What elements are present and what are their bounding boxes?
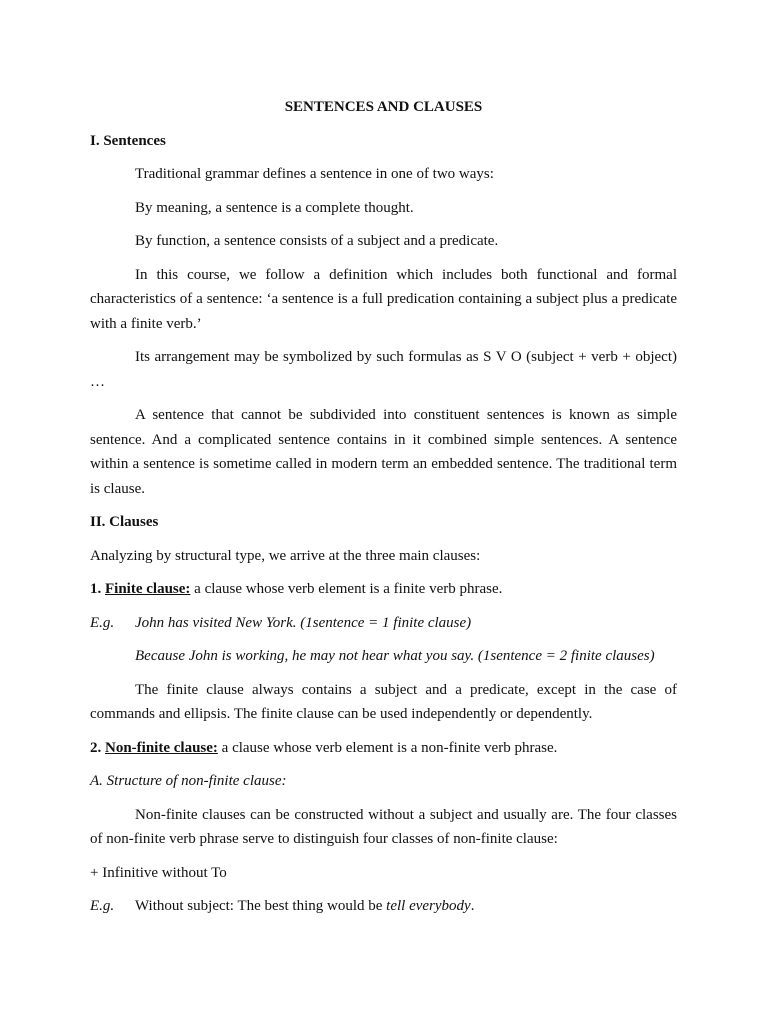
definition-text: a clause whose verb element is a finite verb phrase. bbox=[190, 581, 503, 597]
paragraph: In this course, we follow a definition which includes both functional and formal characteristics of a sentence: ‘a sentence is a full predication containing a subject plus a predicate with a finite verb.’ bbox=[90, 266, 677, 332]
finite-clause-definition bbox=[90, 577, 677, 602]
term-nonfinite-clause: Non-finite clause: bbox=[105, 739, 218, 756]
example-text: Without subject: The best thing would be bbox=[135, 898, 387, 914]
example-label: E.g. bbox=[90, 898, 115, 914]
example-end: . bbox=[470, 898, 475, 914]
example-text: Because John is working, he may not hear what you say. (1sentence = 2 finite clauses) bbox=[135, 648, 655, 664]
nonfinite-clause-definition bbox=[90, 736, 677, 761]
term-finite-clause: Finite clause: bbox=[105, 581, 191, 597]
document-body bbox=[90, 95, 677, 928]
paragraph: Non-finite clauses can be constructed without a subject and usually are. The four classes of non-finite verb phrase serve to distinguish four classes of non-finite clause: bbox=[90, 806, 677, 847]
paragraph: Traditional grammar defines a sentence in one of two ways: bbox=[135, 166, 494, 182]
item-number: 1. bbox=[90, 581, 102, 597]
section-heading-sentences: I. Sentences bbox=[90, 132, 166, 149]
paragraph: Analyzing by structural type, we arrive at the three main clauses: bbox=[90, 547, 481, 564]
example-label: E.g. bbox=[90, 614, 115, 631]
paragraph: Its arrangement may be symbolized by such formulas as S V O (subject + verb + object) … bbox=[90, 349, 677, 390]
page-title-text: SENTENCES AND CLAUSES bbox=[284, 99, 483, 115]
example-text: John has visited New York. (1sentence = 1 finite clause) bbox=[135, 614, 472, 631]
paragraph: The finite clause always contains a subject and a predicate, except in the case of commands and ellipsis. The finite clause can be used independently or dependently. bbox=[90, 681, 677, 722]
paragraph: A sentence that cannot be subdivided into constituent sentences is known as simple sentence. And a complicated sentence contains in it combined simple sentences. A sentence within a sentence is sometime called in modern term an embedded sentence. The traditional term is clause. bbox=[90, 407, 677, 497]
paragraph: By function, a sentence consists of a subject and a predicate. bbox=[135, 233, 499, 249]
example-italic-text: tell everybody bbox=[386, 898, 471, 914]
section-heading-clauses: II. Clauses bbox=[90, 514, 159, 530]
page-title bbox=[90, 95, 677, 120]
item-number: 2. bbox=[90, 739, 102, 756]
example-row bbox=[90, 611, 677, 636]
list-item: + Infinitive without To bbox=[90, 864, 227, 881]
paragraph: By meaning, a sentence is a complete thought. bbox=[135, 199, 414, 216]
example-row bbox=[90, 894, 677, 919]
subheading-structure: A. Structure of non-finite clause: bbox=[90, 773, 287, 789]
definition-text: a clause whose verb element is a non-finite verb phrase. bbox=[217, 739, 558, 756]
